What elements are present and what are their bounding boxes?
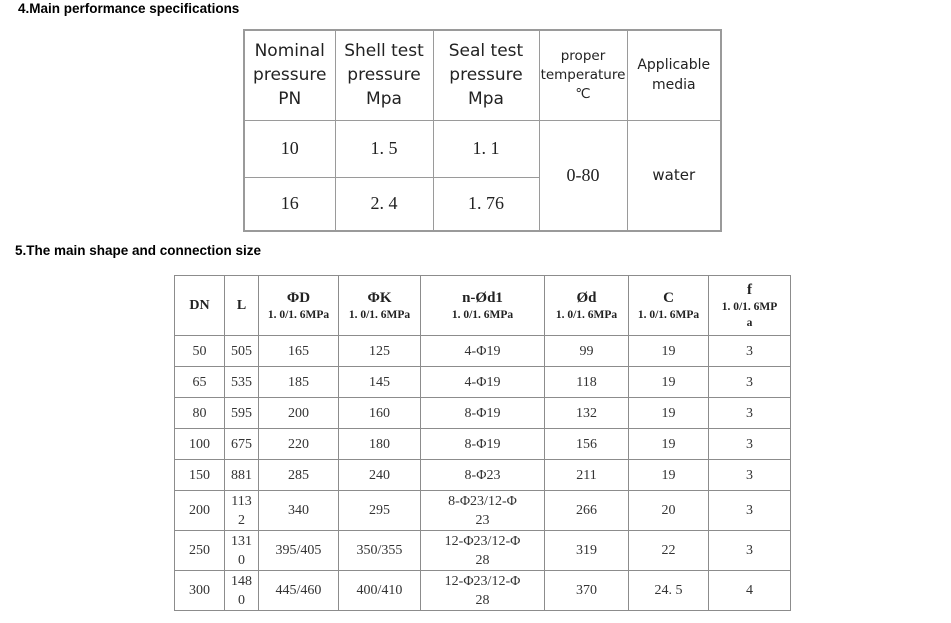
cell-C: 19	[629, 460, 709, 491]
cell-d: 156	[545, 429, 629, 460]
performance-header-row	[244, 30, 721, 120]
cell-line: 23	[475, 512, 490, 528]
header-nd1	[421, 276, 545, 336]
header-sub: 1. 0/1. 6MPa	[267, 308, 330, 321]
cell-f: 3	[709, 398, 791, 429]
header-name: n-Ød1	[462, 289, 503, 306]
cell-line: 113	[231, 493, 252, 509]
table-row	[244, 120, 721, 177]
cell-C: 19	[629, 367, 709, 398]
connection-header-row	[175, 276, 791, 336]
cell-f: 4	[709, 571, 791, 611]
cell-nd1	[421, 460, 545, 491]
header-K	[339, 276, 421, 336]
cell-D: 340	[259, 491, 339, 531]
cell-seal: 1. 76	[433, 177, 539, 231]
section-4-title: 4.Main performance specifications	[18, 1, 240, 16]
cell-dn: 150	[175, 460, 225, 491]
header-sub: 1. 0/1. 6MPa	[637, 308, 700, 321]
cell-K: 180	[339, 429, 421, 460]
cell-line: 28	[475, 592, 490, 608]
header-D	[259, 276, 339, 336]
header-dn: DN	[175, 276, 225, 336]
header-name: f	[747, 281, 752, 298]
header-seal-test	[433, 30, 539, 120]
cell-dn: 100	[175, 429, 225, 460]
cell-shell: 1. 5	[335, 120, 433, 177]
cell-d: 99	[545, 336, 629, 367]
table-row	[175, 398, 791, 429]
table-row	[175, 460, 791, 491]
cell-line: 595	[231, 405, 252, 421]
header-name: C	[663, 289, 674, 306]
cell-line: 0	[238, 592, 245, 608]
cell-line: 148	[231, 573, 252, 589]
cell-nd1	[421, 367, 545, 398]
cell-l	[225, 398, 259, 429]
cell-line: 535	[231, 374, 252, 390]
cell-nd1	[421, 531, 545, 571]
header-line: pressure	[253, 65, 327, 86]
cell-f: 3	[709, 367, 791, 398]
header-sub: 1. 0/1. 6MPa	[555, 308, 618, 321]
cell-dn: 300	[175, 571, 225, 611]
cell-K: 295	[339, 491, 421, 531]
cell-C: 19	[629, 398, 709, 429]
cell-nd1	[421, 336, 545, 367]
cell-line: 8-Φ23/12-Φ	[448, 493, 517, 509]
cell-l	[225, 491, 259, 531]
header-line: media	[651, 77, 696, 94]
connection-size-table	[174, 275, 791, 611]
table-row	[175, 367, 791, 398]
cell-line: 4-Φ19	[464, 343, 501, 359]
cell-line: 12-Φ23/12-Φ	[444, 533, 521, 549]
cell-K: 145	[339, 367, 421, 398]
header-line: ℃	[575, 85, 591, 102]
cell-line: 675	[231, 436, 252, 452]
header-nominal-pressure	[244, 30, 335, 120]
header-name: Ød	[576, 289, 597, 306]
cell-line: 131	[231, 533, 252, 549]
cell-line: 8-Φ23	[464, 467, 501, 483]
cell-line: 8-Φ19	[464, 405, 501, 421]
cell-f: 3	[709, 531, 791, 571]
header-d	[545, 276, 629, 336]
connection-table-body	[175, 336, 791, 611]
header-line: Shell test	[344, 41, 424, 62]
cell-line: 2	[238, 512, 245, 528]
cell-line: 505	[231, 343, 252, 359]
cell-l	[225, 460, 259, 491]
header-C	[629, 276, 709, 336]
cell-f: 3	[709, 460, 791, 491]
cell-dn: 200	[175, 491, 225, 531]
cell-seal: 1. 1	[433, 120, 539, 177]
cell-C: 19	[629, 429, 709, 460]
header-line: proper	[560, 47, 606, 64]
cell-f: 3	[709, 491, 791, 531]
section-5-title: 5.The main shape and connection size	[15, 243, 262, 258]
header-sub: 1. 0/1. 6MPa	[348, 308, 411, 321]
performance-spec-table	[243, 29, 722, 232]
cell-dn: 65	[175, 367, 225, 398]
cell-shell: 2. 4	[335, 177, 433, 231]
table-row	[175, 531, 791, 571]
cell-d: 319	[545, 531, 629, 571]
cell-K: 240	[339, 460, 421, 491]
cell-l	[225, 571, 259, 611]
cell-line: 12-Φ23/12-Φ	[444, 573, 521, 589]
header-sub: 1. 0/1. 6MP	[721, 300, 778, 313]
header-sub: a	[746, 316, 753, 329]
header-line: pressure	[449, 65, 523, 86]
table-row	[175, 336, 791, 367]
header-media	[627, 30, 721, 120]
header-line: Seal test	[448, 41, 524, 62]
cell-d: 370	[545, 571, 629, 611]
cell-f: 3	[709, 429, 791, 460]
cell-l	[225, 429, 259, 460]
header-line: Applicable	[637, 57, 711, 74]
cell-l	[225, 336, 259, 367]
cell-K: 125	[339, 336, 421, 367]
cell-K: 350/355	[339, 531, 421, 571]
cell-l	[225, 367, 259, 398]
cell-nd1	[421, 491, 545, 531]
cell-nd1	[421, 429, 545, 460]
cell-C: 24. 5	[629, 571, 709, 611]
cell-nd1	[421, 571, 545, 611]
cell-C: 20	[629, 491, 709, 531]
table-row	[175, 491, 791, 531]
cell-l	[225, 531, 259, 571]
cell-d: 266	[545, 491, 629, 531]
table-row	[175, 571, 791, 611]
header-l: L	[225, 276, 259, 336]
cell-D: 220	[259, 429, 339, 460]
header-line: Mpa	[366, 89, 402, 110]
cell-C: 19	[629, 336, 709, 367]
cell-dn: 50	[175, 336, 225, 367]
cell-D: 445/460	[259, 571, 339, 611]
cell-line: 0	[238, 552, 245, 568]
cell-D: 200	[259, 398, 339, 429]
cell-K: 160	[339, 398, 421, 429]
header-sub: 1. 0/1. 6MPa	[451, 308, 514, 321]
header-temperature	[539, 30, 627, 120]
table-row	[175, 429, 791, 460]
cell-D: 285	[259, 460, 339, 491]
cell-pn: 16	[244, 177, 335, 231]
cell-media: water	[627, 120, 721, 231]
header-name: ΦD	[286, 289, 311, 306]
cell-d: 132	[545, 398, 629, 429]
cell-temperature: 0-80	[539, 120, 627, 231]
cell-dn: 250	[175, 531, 225, 571]
cell-K: 400/410	[339, 571, 421, 611]
cell-line: 28	[475, 552, 490, 568]
header-name: ΦK	[367, 289, 392, 306]
header-line: Nominal	[254, 41, 325, 62]
cell-C: 22	[629, 531, 709, 571]
cell-line: 8-Φ19	[464, 436, 501, 452]
cell-line: 4-Φ19	[464, 374, 501, 390]
cell-D: 395/405	[259, 531, 339, 571]
header-line: PN	[278, 89, 302, 110]
cell-D: 165	[259, 336, 339, 367]
cell-nd1	[421, 398, 545, 429]
cell-dn: 80	[175, 398, 225, 429]
header-line: Mpa	[468, 89, 504, 110]
header-line: temperature	[540, 66, 626, 83]
cell-pn: 10	[244, 120, 335, 177]
cell-line: 881	[231, 467, 252, 483]
header-line: pressure	[347, 65, 421, 86]
cell-D: 185	[259, 367, 339, 398]
cell-d: 118	[545, 367, 629, 398]
cell-f: 3	[709, 336, 791, 367]
header-shell-test	[335, 30, 433, 120]
cell-d: 211	[545, 460, 629, 491]
header-f	[709, 276, 791, 336]
